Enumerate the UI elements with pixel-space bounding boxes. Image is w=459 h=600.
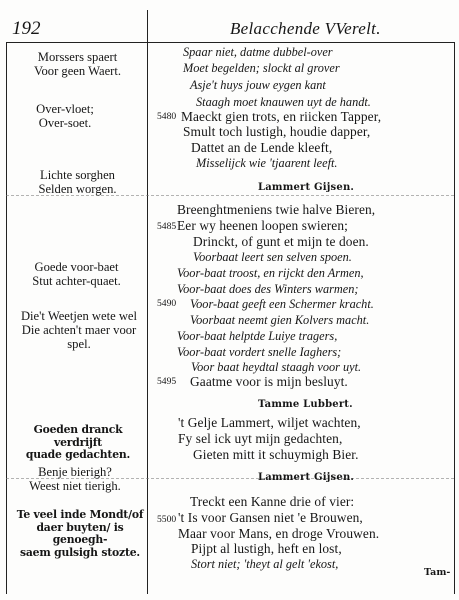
verse-line: Voor-baat does des Winters warmen; bbox=[177, 282, 359, 296]
verse-line: Smult toch lustigh, houdie dapper, bbox=[183, 124, 371, 139]
verse-line: Moet begelden; slockt al grover bbox=[183, 61, 340, 75]
margin-note: Morssers spaert Voor geen Waert. bbox=[34, 50, 121, 78]
verse-line: Fy sel ick uyt mijn gedachten, bbox=[178, 431, 343, 446]
line-number: 5495 bbox=[157, 376, 177, 387]
line-number: 5485 bbox=[157, 221, 177, 232]
verse-line: Breenghtmeniens twie halve Bieren, bbox=[177, 202, 376, 217]
verse-line: Drinckt, of gunt et mijn te doen. bbox=[193, 234, 369, 249]
verse-line: Treckt een Kanne drie of vier: bbox=[190, 494, 355, 509]
line-number: 5480 bbox=[157, 111, 177, 122]
margin-note: Over-vloet; Over-soet. bbox=[36, 102, 94, 130]
verse-line: 't Is voor Gansen niet 'e Brouwen, bbox=[178, 510, 363, 525]
verse-line: Voor-baat geeft een Schermer kracht. bbox=[190, 297, 374, 311]
verse-line: Gaatme voor is mijn besluyt. bbox=[190, 374, 348, 389]
verse-line: Voor-baat vordert snelle Iaghers; bbox=[177, 345, 342, 359]
margin-note: Lichte sorghen Selden worgen. bbox=[38, 168, 117, 196]
line-number: 5490 bbox=[157, 298, 177, 309]
margin-note: Goede voor-baet Stut achter-quaet. bbox=[32, 260, 121, 288]
verse-line: Maar voor Mans, en droge Vrouwen. bbox=[178, 526, 380, 541]
verse-line: Voor-baat troost, en rijckt den Armen, bbox=[177, 266, 364, 280]
verse-line: Eer wy heenen loopen swieren; bbox=[177, 218, 348, 233]
margin-divider bbox=[147, 10, 148, 594]
running-title: Belacchende VVerelt. bbox=[230, 19, 381, 38]
verse-line: Voorbaat leert sen selven spoen. bbox=[193, 250, 352, 264]
speaker-heading: Tamme Lubbert. bbox=[258, 399, 353, 410]
catchword: Tam- bbox=[424, 567, 451, 578]
verse-line: Stort niet; 'theyt al gelt 'ekost, bbox=[191, 557, 339, 571]
verse-line: Pijpt al lustigh, heft en lost, bbox=[191, 541, 342, 556]
page-number: 192 bbox=[12, 18, 41, 39]
margin-note: Benje bierigh? Weest niet tierigh. bbox=[29, 465, 121, 493]
margin-note-blackletter: Te veel inde Mondt/of daer buyten/ is genoegh- saem gulsigh stozte. bbox=[16, 508, 144, 559]
verse-line: 't Gelje Lammert, wiljet wachten, bbox=[178, 415, 361, 430]
verse-line: Asje't huys jouw eygen kant bbox=[190, 78, 326, 92]
verse-line: Voor baat heydtal staagh voor uyt. bbox=[191, 360, 362, 374]
verse-line: Gieten mitt it schuymigh Bier. bbox=[193, 447, 359, 462]
verse-line: Voorbaat neemt gien Kolvers macht. bbox=[190, 313, 370, 327]
verse-line: Maeckt gien trots, en riicken Tapper, bbox=[181, 109, 382, 124]
verse-line: Voor-baat helptde Luiye tragers, bbox=[177, 329, 338, 343]
margin-note-blackletter: Goeden dranck verdrijft quade gedachten. bbox=[25, 423, 131, 461]
verse-line: Staagh moet knauwen uyt de handt. bbox=[196, 95, 371, 109]
right-border bbox=[454, 42, 455, 594]
verse-line: Misselijck wie 'tjaarent leeft. bbox=[196, 156, 338, 170]
margin-note: Die't Weetjen wete wel Die achten't maer voor spel. bbox=[20, 309, 138, 351]
verse-line: Dattet an de Lende kleeft, bbox=[191, 140, 333, 155]
left-border bbox=[6, 42, 7, 594]
line-number: 5500 bbox=[157, 514, 177, 525]
speaker-heading: Lammert Gijsen. bbox=[258, 182, 355, 193]
header-rule bbox=[6, 42, 454, 43]
speaker-heading: Lammert Gijsen. bbox=[258, 472, 355, 483]
verse-line: Spaar niet, datme dubbel-over bbox=[183, 45, 333, 59]
